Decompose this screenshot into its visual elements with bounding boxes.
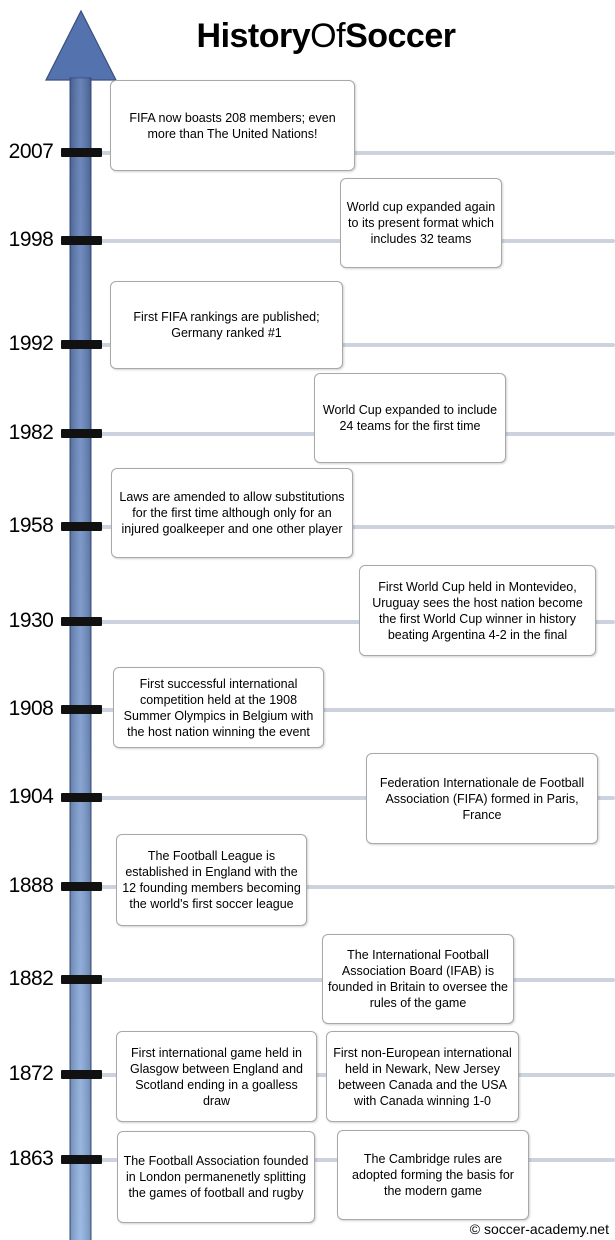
year-tick-1958: [61, 522, 102, 531]
title-of: Of: [310, 17, 346, 55]
event-box-1872-newark: First non-European international held in Newark, New Jersey between Canada and the USA with Canada winning 1-0: [326, 1031, 519, 1122]
year-tick-1908: [61, 705, 102, 714]
year-tick-1904: [61, 793, 102, 802]
year-tick-1863: [61, 1155, 102, 1164]
year-tick-1882: [61, 975, 102, 984]
event-box-1998: World cup expanded again to its present format which includes 32 teams: [340, 178, 502, 268]
year-label-1958: 1958: [8, 514, 54, 537]
event-box-1888: The Football League is established in England with the 12 founding members becoming the world's first soccer league: [116, 834, 307, 926]
copyright-footer: © soccer-academy.net: [469, 1221, 609, 1237]
event-box-1992: First FIFA rankings are published; Germany ranked #1: [110, 281, 343, 369]
event-box-1863-cambridge: The Cambridge rules are adopted forming the basis for the modern game: [337, 1130, 529, 1220]
year-tick-1982: [61, 429, 102, 438]
year-tick-1872: [61, 1070, 102, 1079]
year-tick-1888: [61, 882, 102, 891]
event-box-1904: Federation Internationale de Football Association (FIFA) formed in Paris, France: [366, 753, 598, 844]
year-tick-2007: [61, 148, 102, 157]
year-label-1982: 1982: [8, 421, 54, 444]
event-box-2007: FIFA now boasts 208 members; even more than The United Nations!: [110, 80, 355, 171]
year-label-1872: 1872: [8, 1062, 54, 1085]
event-box-1908: First successful international competition held at the 1908 Summer Olympics in Belgium with the host nation winning the event: [113, 667, 324, 748]
arrow-head: [46, 11, 116, 80]
event-box-1982: World Cup expanded to include 24 teams for the first time: [314, 373, 506, 463]
year-label-1930: 1930: [8, 609, 54, 632]
year-label-1904: 1904: [8, 785, 54, 808]
title-soccer: Soccer: [345, 17, 456, 55]
year-label-1992: 1992: [8, 332, 54, 355]
year-tick-1998: [61, 236, 102, 245]
year-tick-1992: [61, 340, 102, 349]
event-box-1930: First World Cup held in Montevideo, Uruguay sees the host nation become the first World Cup winner in history beating Argentina 4-2 in the final: [359, 565, 596, 656]
event-box-1958: Laws are amended to allow substitutions for the first time although only for an injured goalkeeper and one other player: [111, 468, 353, 558]
year-label-1882: 1882: [8, 967, 54, 990]
year-label-1998: 1998: [8, 228, 54, 251]
year-label-1863: 1863: [8, 1147, 54, 1170]
year-tick-1930: [61, 617, 102, 626]
event-box-1863-fa: The Football Association founded in London permanenetly splitting the games of football and rugby: [117, 1131, 315, 1223]
year-label-1888: 1888: [8, 874, 54, 897]
title-history: History: [196, 17, 311, 55]
year-label-2007: 2007: [8, 140, 54, 163]
year-label-1908: 1908: [8, 697, 54, 720]
event-box-1882: The International Football Association Board (IFAB) is founded in Britain to oversee the rules of the game: [322, 934, 514, 1024]
event-box-1872-scotland: First international game held in Glasgow between England and Scotland ending in a goalless draw: [116, 1031, 317, 1122]
